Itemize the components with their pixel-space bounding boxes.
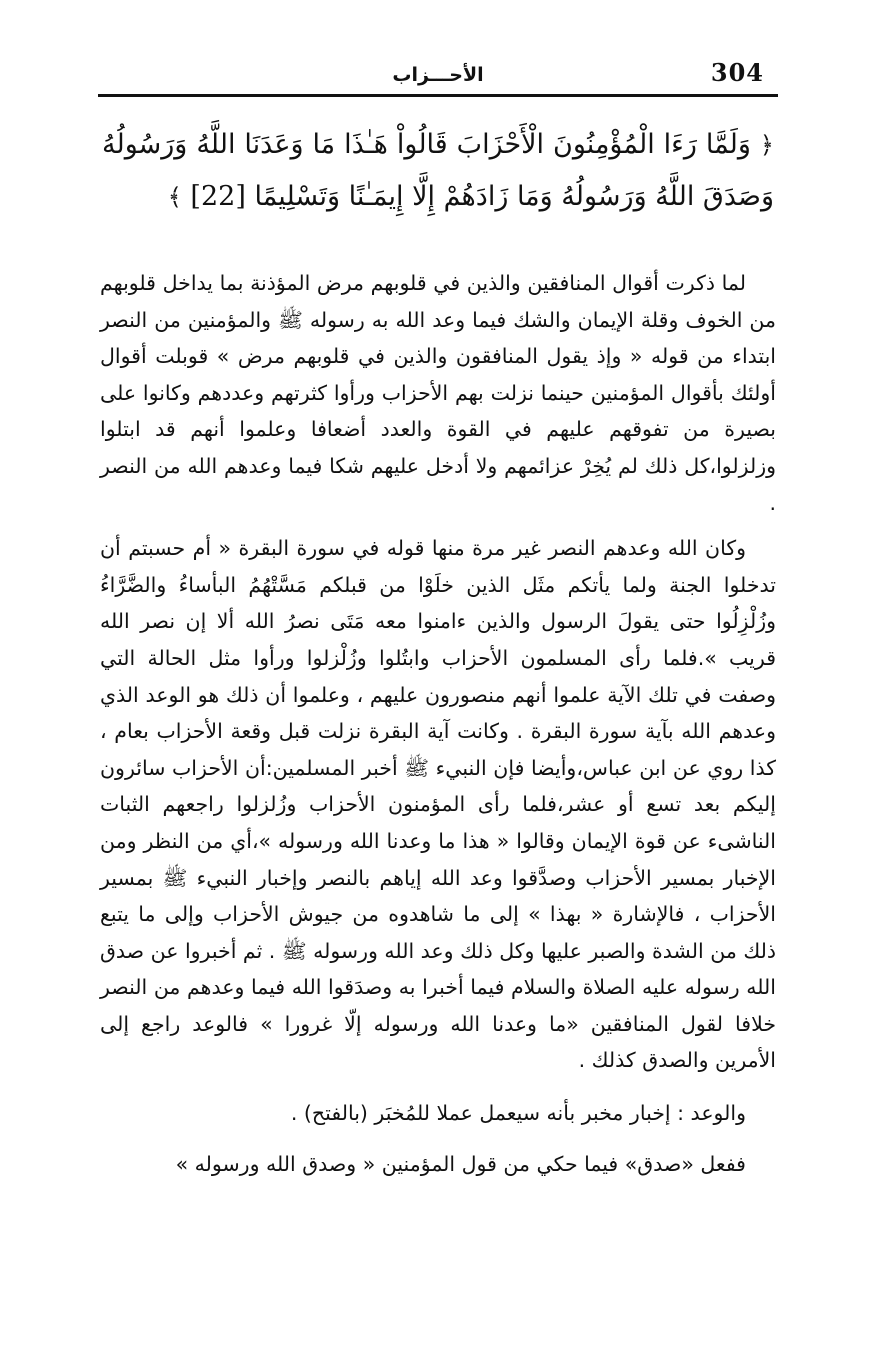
verse-open-bracket: ﴿ [759, 131, 774, 159]
verse-number: [22] [190, 181, 246, 212]
running-head: الأحـــزاب [392, 64, 484, 86]
quran-verse [98, 119, 778, 223]
paragraph: وكان الله وعدهم النصر غير مرة منها قوله في سورة البقرة « أم حسبتم أن تدخلوا الجنة ولما يأتكم مثَل الذين خلَوْا من قبلكم مَسَّتْهُمُ البأساءُ والضَّرَّاءُ وزُلْزِلُوا حتى يقولَ الرسول والذين ءامنوا معه مَتَى نصرُ الله ألا إن نصر الله قريب ».فلما رأى المسلمون الأحزاب وابتُلوا وزُلْزلوا ورأوا مثل الحالة التي وصفت في تلك الآية علموا أنهم منصورون عليهم ، وعلموا أن ذلك هو الوعد الذي وعدهم الله بآية سورة البقرة . وكانت آية البقرة نزلت قبل وقعة الأحزاب بعام ، كذا روي عن ابن عباس،وأيضا فإن النبيء ﷺ أخبر المسلمين:أن الأحزاب سائرون إليكم بعد تسع أو عشر،فلما رأى المؤمنون الأحزاب وزُلزلوا راجعهم الثبات الناشىء عن قوة الإيمان وقالوا « هذا ما وعدنا الله ورسوله »،أي من النظر ومن الإخبار بمسير الأحزاب وصدَّقوا وعد الله إياهم بالنصر وإخبار النبيء ﷺ بمسير الأحزاب ، فالإشارة « بهذا » إلى ما شاهدوه من جيوش الأحزاب وإلى ما يتبع ذلك من الشدة والصبر عليها وكل ذلك وعد الله ورسوله ﷺ . ثم أخبروا عن صدق الله رسوله عليه الصلاة والسلام فيما أخبرا به وصدَقوا الله فيما وعدهم من النصر خلافا لقول المنافقين «ما وعدنا الله ورسوله إلّا غرورا » فالوعد راجع إلى الأمرين والصدق كذلك . [100, 536, 776, 1073]
paragraph: لما ذكرت أقوال المنافقين والذين في قلوبهم مرض المؤذنة بما يداخل قلوبهم من الخوف وقلة الإيمان والشك فيما وعد الله به رسوله ﷺ والمؤمنين من النصر ابتداء من قوله « وإذ يقول المنافقون والذين في قلوبهم مرض » قوبلت أقوال أولئك بأقوال المؤمنين حينما نزلت بهم الأحزاب ورأوا كثرتهم وعددهم وكانوا على بصيرة من تفوقهم عليهم في القوة والعدد أضعافا وعلموا أنهم قد ابتلوا وزلزلوا،كل ذلك لم يُخِرْ عزائمهم ولا أدخل عليهم شكا فيما وعدهم الله من النصر . [100, 271, 776, 515]
verse-close-bracket: ﴾ [167, 183, 182, 211]
book-page [98, 58, 778, 1182]
paragraph: ففعل «صدق» فيما حكي من قول المؤمنين « وصدق الله ورسوله » [175, 1151, 746, 1176]
page-number: 304 [710, 58, 764, 87]
page-header [98, 58, 778, 92]
verse-text: وَلَمَّا رَءَا الْمُؤْمِنُونَ الْأَحْزَابَ قَالُواْ هَـٰذَا مَا وَعَدَنَا اللَّهُ وَرَسُولُهُ وَصَدَقَ اللَّهُ وَرَسُولُهُ وَمَا زَادَهُمْ إِلَّا إِيمَـٰنًا وَتَسْلِيمًا [102, 129, 774, 212]
header-rule [98, 94, 778, 97]
paragraph: والوعد : إخبار مخبر بأنه سيعمل عملا للمُخبَر (بالفتح) . [290, 1101, 746, 1126]
